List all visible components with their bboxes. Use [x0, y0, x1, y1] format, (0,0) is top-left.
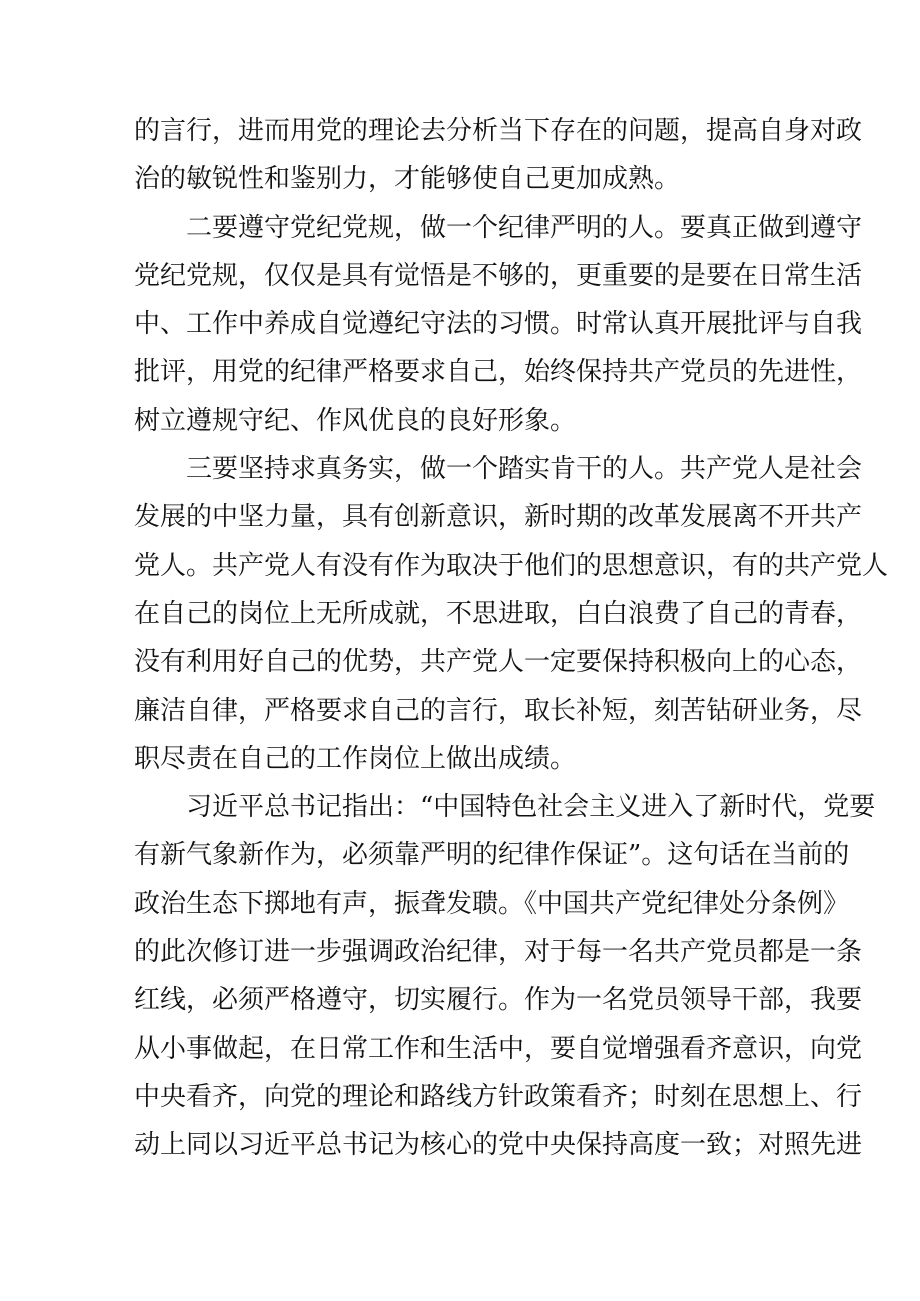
- text-line: 的此次修订进一步强调政治纪律，对于每一名共产党员都是一条: [134, 937, 863, 968]
- text-line: 三要坚持求真务实，做一个踏实肯干的人。共产党人是社会: [186, 454, 863, 485]
- text-line: 的言行，进而用党的理论去分析当下存在的问题，提高自身对政: [134, 116, 863, 146]
- text-line: 党人。共产党人有没有作为取决于他们的思想意识，有的共产党人: [134, 550, 889, 581]
- text-line: 中、工作中养成自觉遵纪守法的习惯。时常认真开展批评与自我: [134, 309, 863, 340]
- text-line: 职尽责在自己的工作岗位上做出成绩。: [134, 743, 577, 774]
- paragraph-closing: [134, 783, 876, 1169]
- text-line: 政治生态下掷地有声，振聋发聩。《中国共产党纪律处分条例》: [134, 888, 850, 919]
- text-line: 党纪党规，仅仅是具有觉悟是不够的，更重要的是要在日常生活: [134, 260, 863, 291]
- paragraph-continuation: [134, 107, 863, 204]
- text-line: 在自己的岗位上无所成就，不思进取，白白浪费了自己的青春，: [134, 598, 863, 629]
- text-line: 从小事做起，在日常工作和生活中，要自觉增强看齐意识，向党: [134, 1033, 863, 1064]
- text-line: 动上同以习近平总书记为核心的党中央保持高度一致；对照先进: [134, 1130, 863, 1161]
- document-body: [134, 107, 889, 1170]
- text-line: 有新气象新作为，必须靠严明的纪律作保证”。这句话在当前的: [134, 840, 850, 871]
- text-line: 发展的中坚力量，具有创新意识，新时期的改革发展离不开共产: [134, 502, 863, 533]
- text-line: 树立遵规守纪、作风优良的良好形象。: [134, 405, 577, 436]
- text-line: 廉洁自律，严格要求自己的言行，取长补短，刻苦钻研业务，尽: [134, 695, 863, 726]
- text-line: 红线，必须严格遵守，切实履行。作为一名党员领导干部，我要: [134, 985, 863, 1016]
- text-line: 二要遵守党纪党规，做一个纪律严明的人。要真正做到遵守: [186, 212, 863, 243]
- text-line: 中央看齐，向党的理论和路线方针政策看齐；时刻在思想上、行: [134, 1081, 863, 1112]
- text-line: 没有利用好自己的优势，共产党人一定要保持积极向上的心态，: [134, 647, 863, 678]
- paragraph-point-two: [134, 204, 863, 445]
- text-line: 批评，用党的纪律严格要求自己，始终保持共产党员的先进性，: [134, 357, 863, 388]
- text-line: 治的敏锐性和鉴别力，才能够使自己更加成熟。: [134, 164, 681, 195]
- paragraph-point-three: [134, 445, 889, 783]
- text-line: 习近平总书记指出：“中国特色社会主义进入了新时代，党要: [186, 792, 876, 823]
